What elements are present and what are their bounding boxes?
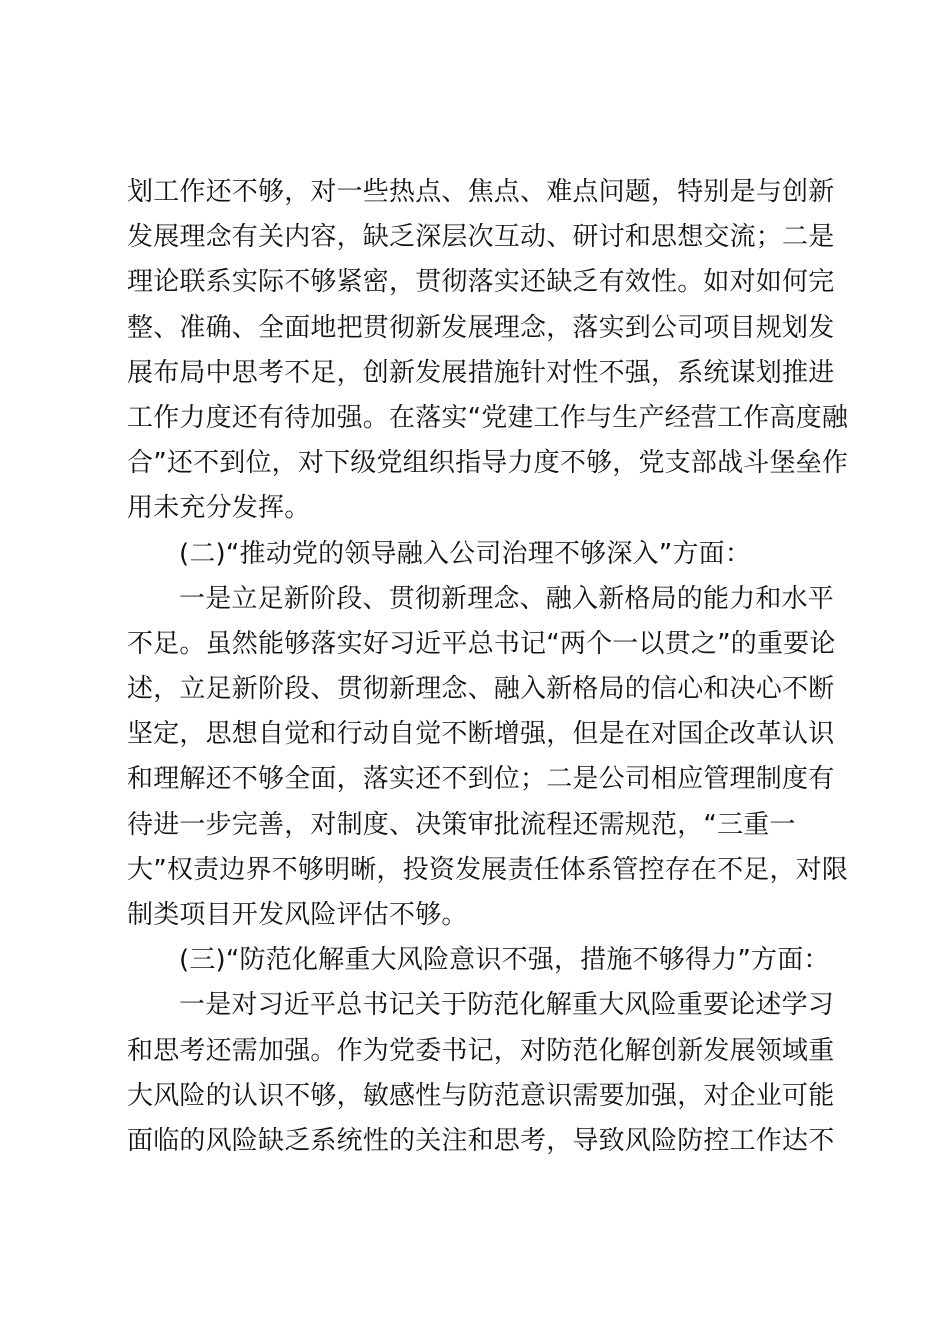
text-line-17: 制类项目开发风险评估不够。	[127, 900, 468, 930]
text-line-2: 发展理念有关内容，缺乏深层次互动、研讨和思想交流；二是	[127, 222, 835, 253]
text-line-19: 一是对习近平总书记关于防范化解重大风险重要论述学习	[179, 990, 835, 1021]
text-line-5: 展布局中思考不足，创新发展措施针对性不强，系统谋划推进	[127, 357, 835, 388]
text-line-13: 坚定，思想自觉和行动自觉不断增强，但是在对国企改革认识	[127, 719, 835, 750]
text-line-6: 工作力度还有待加强。在落实“党建工作与生产经营工作高度融	[127, 402, 849, 433]
text-line-12: 述，立足新阶段、贯彻新理念、融入新格局的信心和决心不断	[127, 674, 835, 705]
document-body	[127, 170, 847, 1164]
text-line-7: 合”还不到位，对下级党组织指导力度不够，党支部战斗堡垒作	[127, 448, 849, 479]
text-line-8: 用未充分发挥。	[127, 493, 311, 524]
text-line-3: 理论联系实际不够紧密，贯彻落实还缺乏有效性。如对如何完	[127, 267, 835, 298]
text-line-4: 整、准确、全面地把贯彻新发展理念，落实到公司项目规划发	[127, 312, 835, 343]
text-line-14: 和理解还不够全面，落实还不到位；二是公司相应管理制度有	[127, 764, 835, 795]
text-line-10: 一是立足新阶段、贯彻新理念、融入新格局的能力和水平	[179, 583, 835, 614]
text-line-16: 大”权责边界不够明晰，投资发展责任体系管控存在不足，对限	[127, 854, 849, 885]
section-heading-2: (二)“推动党的领导融入公司治理不够深入”方面：	[179, 538, 752, 569]
text-line-22: 面临的风险缺乏系统性的关注和思考，导致风险防控工作达不	[127, 1125, 835, 1156]
text-line-20: 和思考还需加强。作为党委书记，对防范化解创新发展领域重	[127, 1035, 835, 1066]
text-line-11: 不足。虽然能够落实好习近平总书记“两个一以贯之”的重要论	[127, 628, 836, 659]
text-line-21: 大风险的认识不够，敏感性与防范意识需要加强，对企业可能	[127, 1080, 835, 1111]
text-line-15: 待进一步完善，对制度、决策审批流程还需规范，“三重一	[127, 809, 796, 840]
section-heading-3: (三)“防范化解重大风险意识不强，措施不够得力”方面：	[179, 945, 830, 976]
text-line-1: 划工作还不够，对一些热点、焦点、难点问题，特别是与创新	[127, 177, 835, 207]
